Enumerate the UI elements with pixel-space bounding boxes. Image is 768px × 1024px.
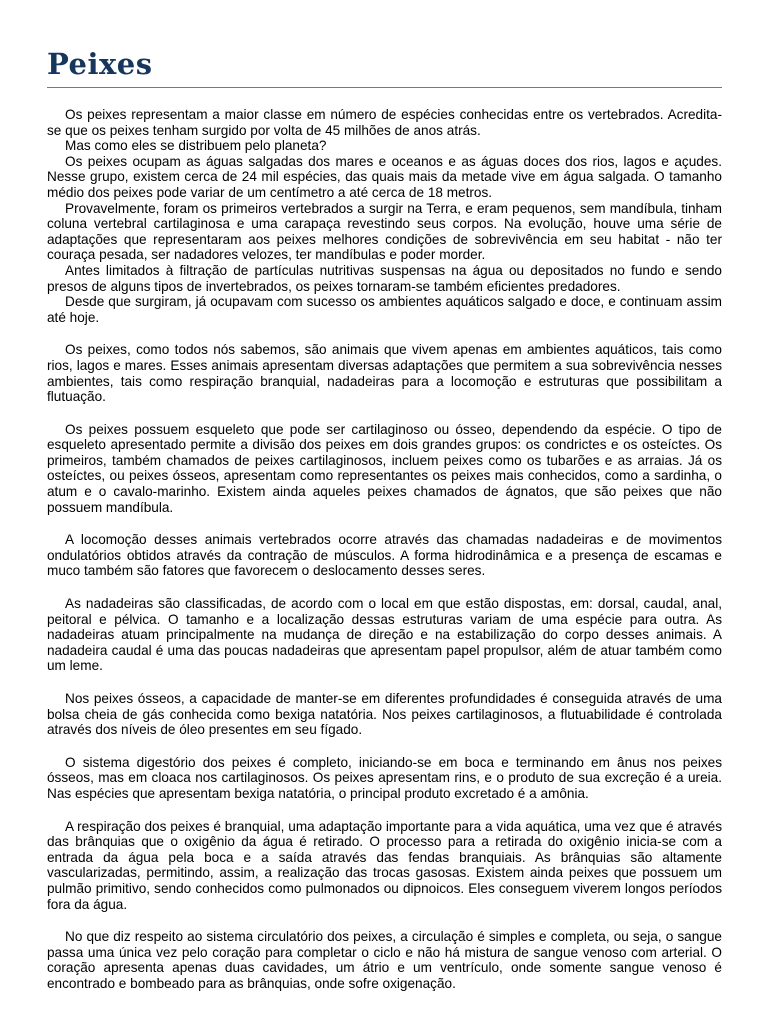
paragraph-gap	[47, 405, 722, 422]
paragraph: Mas como eles se distribuem pelo planeta?	[65, 138, 327, 154]
title-underline	[47, 87, 722, 88]
paragraph: No que diz respeito ao sistema circulatório dos peixes, a circulação é simples e completa, ou seja, o sangue passa uma única vez pelo coração para completar o ciclo e não há mistura de sangue venoso com arterial. O coração apresenta apenas duas cavidades, um átrio e um ventrículo, onde somente sangue venoso é encontrado e bombeado para as brânquias, onde sofre oxigenação.	[47, 929, 722, 991]
paragraph: Os peixes, como todos nós sabemos, são animais que vivem apenas em ambientes aquáticos, tais como rios, lagos e mares. Esses animais apresentam diversas adaptações que permitem a sua sobrevivência nesses ambientes, tais como respiração branquial, nadadeiras para a locomoção e estruturas que possibilitam a flutuação.	[47, 342, 722, 405]
paragraph-gap	[47, 738, 722, 755]
paragraph: Os peixes representam a maior classe em número de espécies conhecidas entre os vertebrados. Acredita-se que os peixes tenham surgido por volta de 45 milhões de anos atrás.	[47, 107, 722, 138]
paragraph: Desde que surgiram, já ocupavam com sucesso os ambientes aquáticos salgado e doce, e continuam assim até hoje.	[47, 294, 722, 325]
paragraph: A locomoção desses animais vertebrados ocorre através das chamadas nadadeiras e de movimentos ondulatórios obtidos através da contração de músculos. A forma hidrodinâmica e a presença de escamas e muco também são fatores que favorecem o deslocamento desses seres.	[47, 532, 722, 579]
paragraph-gap	[47, 579, 722, 596]
paragraph: As nadadeiras são classificadas, de acordo com o local em que estão dispostas, em: dorsal, caudal, anal, peitoral e pélvica. O tamanho e a localização dessas estruturas variam de uma espécie para outra. As nadadeiras atuam principalmente na mudança de direção e na estabilização do corpo desses animais. A nadadeira caudal é uma das poucas nadadeiras que apresentam papel propulsor, além de atuar também como um leme.	[47, 596, 722, 674]
paragraph: Provavelmente, foram os primeiros vertebrados a surgir na Terra, e eram pequenos, sem mandíbula, tinham coluna vertebral cartilaginosa e uma carapaça revestindo seus corpos. Na evolução, houve uma série de adaptações que representaram aos peixes melhores condições de sobrevivência em seu habitat - não ter couraça pesada, ser nadadores velozes, ter mandíbulas e poder morder.	[47, 200, 722, 263]
paragraph: Os peixes possuem esqueleto que pode ser cartilaginoso ou ósseo, dependendo da espécie. O tipo de esqueleto apresentado permite a divisão dos peixes em dois grandes grupos: os condrictes e os osteíctes. Os primeiros, também chamados de peixes cartilaginosos, incluem peixes como os tubarões e as arraias. Já os osteíctes, ou peixes ósseos, apresentam como representantes os peixes mais conhecidos, como a sardinha, o atum e o cavalo-marinho. Existem ainda aqueles peixes chamados de ágnatos, que são peixes que não possuem mandíbula.	[47, 421, 722, 515]
paragraph: Nos peixes ósseos, a capacidade de manter-se em diferentes profundidades é conseguida através de uma bolsa cheia de gás conhecida como bexiga natatória. Nos peixes cartilaginosos, a flutuabilidade é controlada através dos níveis de óleo presentes em seu fígado.	[47, 691, 722, 738]
document-title: Peixes	[47, 47, 153, 81]
paragraph-gap	[47, 802, 722, 819]
document-page	[47, 0, 722, 992]
paragraph-gap	[47, 912, 722, 929]
paragraph-gap	[47, 674, 722, 691]
paragraph: A respiração dos peixes é branquial, uma adaptação importante para a vida aquática, uma vez que é através das brânquias que o oxigênio da água é retirado. O processo para a retirada do oxigênio inicia-se com a entrada da água pela boca e a saída através das fendas branquiais. As brânquias são altamente vascularizadas, permitindo, assim, a realização das trocas gasosas. Existem ainda peixes que possuem um pulmão primitivo, sendo conhecidos como pulmonados ou dipnoicos. Eles conseguem viverem longos períodos fora da água.	[47, 818, 722, 912]
paragraph: Os peixes ocupam as águas salgadas dos mares e oceanos e as águas doces dos rios, lagos e açudes. Nesse grupo, existem cerca de 24 mil espécies, das quais mais da metade vive em água salgada. O tamanho médio dos peixes pode variar de um centímetro a até cerca de 18 metros.	[47, 153, 722, 200]
paragraph: O sistema digestório dos peixes é completo, iniciando-se em boca e terminando em ânus nos peixes ósseos, mas em cloaca nos cartilaginosos. Os peixes apresentam rins, e o produto de sua excreção é a ureia. Nas espécies que apresentam bexiga natatória, o principal produto excretado é a amônia.	[47, 754, 722, 801]
document-body	[47, 107, 722, 992]
paragraph-gap	[47, 515, 722, 532]
paragraph: Antes limitados à filtração de partículas nutritivas suspensas na água ou depositados no fundo e sendo presos de alguns tipos de invertebrados, os peixes tornaram-se também eficientes predadores.	[47, 262, 722, 294]
paragraph-gap	[47, 325, 722, 342]
